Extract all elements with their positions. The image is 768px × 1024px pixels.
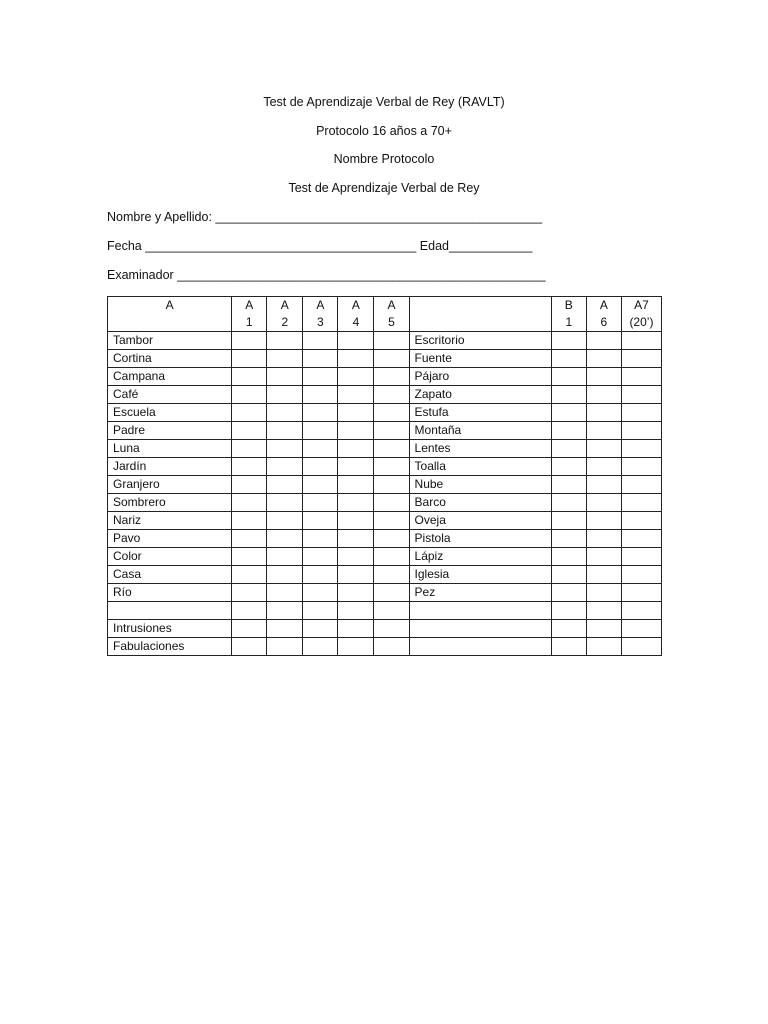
score-cell-a6[interactable] [586, 620, 621, 638]
table-row [108, 638, 662, 656]
list-a-word: Casa [108, 566, 232, 584]
header-trial-a2: A 2 [267, 297, 303, 332]
list-b-word: Fuente [409, 350, 551, 368]
score-cell-a7[interactable] [621, 422, 661, 440]
score-cell-a3[interactable] [303, 422, 338, 440]
header-trial-a3: A 3 [303, 297, 338, 332]
score-cell-a1[interactable] [232, 386, 267, 404]
score-cell-a6[interactable] [586, 440, 621, 458]
list-b-word: Toalla [409, 458, 551, 476]
score-cell-a2[interactable] [267, 584, 303, 602]
table-row [108, 458, 662, 476]
header-list-a: A [108, 297, 232, 332]
score-cell-b1[interactable] [551, 566, 586, 584]
score-cell-a3[interactable] [303, 530, 338, 548]
header-trial-b1: B 1 [551, 297, 586, 332]
document-title: Test de Aprendizaje Verbal de Rey (RAVLT) [263, 95, 505, 109]
score-cell-a1[interactable] [232, 422, 267, 440]
score-cell-b1[interactable] [551, 332, 586, 350]
score-cell-a2[interactable] [267, 530, 303, 548]
score-cell-a3[interactable] [303, 440, 338, 458]
list-a-word: Tambor [108, 332, 232, 350]
score-cell-a6[interactable] [586, 602, 621, 620]
score-cell-b1[interactable] [551, 440, 586, 458]
score-cell-a1[interactable] [232, 332, 267, 350]
score-cell-a2[interactable] [267, 512, 303, 530]
score-cell-a7[interactable] [621, 620, 661, 638]
score-cell-a5[interactable] [374, 404, 409, 422]
score-cell-a3[interactable] [303, 566, 338, 584]
score-cell-b1[interactable] [551, 620, 586, 638]
protocol-subtitle: Protocolo 16 años a 70+ [316, 124, 452, 138]
score-cell-a3[interactable] [303, 458, 338, 476]
score-cell-a2[interactable] [267, 476, 303, 494]
table-row [108, 386, 662, 404]
score-cell-a3[interactable] [303, 620, 338, 638]
score-cell-a5[interactable] [374, 548, 409, 566]
score-cell-a5[interactable] [374, 440, 409, 458]
score-cell-a1[interactable] [232, 620, 267, 638]
score-cell-a2[interactable] [267, 494, 303, 512]
list-a-word [108, 602, 232, 620]
score-cell-a2[interactable] [267, 458, 303, 476]
score-cell-a4[interactable] [338, 638, 374, 656]
table-row [108, 440, 662, 458]
score-cell-a2[interactable] [267, 566, 303, 584]
score-cell-a4[interactable] [338, 440, 374, 458]
list-a-word: Escuela [108, 404, 232, 422]
score-cell-a4[interactable] [338, 512, 374, 530]
score-cell-a6[interactable] [586, 350, 621, 368]
table-row [108, 350, 662, 368]
list-b-word: Barco [409, 494, 551, 512]
table-row [108, 404, 662, 422]
score-cell-a4[interactable] [338, 404, 374, 422]
score-cell-a3[interactable] [303, 332, 338, 350]
score-cell-a4[interactable] [338, 332, 374, 350]
score-cell-a2[interactable] [267, 602, 303, 620]
list-b-word: Nube [409, 476, 551, 494]
score-cell-a7[interactable] [621, 368, 661, 386]
score-cell-a1[interactable] [232, 458, 267, 476]
list-b-word [409, 620, 551, 638]
score-cell-a7[interactable] [621, 602, 661, 620]
score-cell-a3[interactable] [303, 584, 338, 602]
table-row [108, 620, 662, 638]
score-cell-a2[interactable] [267, 386, 303, 404]
score-cell-a2[interactable] [267, 350, 303, 368]
list-b-word: Pistola [409, 530, 551, 548]
score-cell-a3[interactable] [303, 512, 338, 530]
score-cell-b1[interactable] [551, 368, 586, 386]
score-cell-a4[interactable] [338, 350, 374, 368]
list-a-word: Pavo [108, 530, 232, 548]
table-row [108, 584, 662, 602]
score-cell-a2[interactable] [267, 440, 303, 458]
score-cell-a4[interactable] [338, 602, 374, 620]
protocol-name: Nombre Protocolo [333, 152, 435, 166]
header-trial-a7: A7 (20’) [621, 297, 661, 332]
score-cell-a6[interactable] [586, 584, 621, 602]
score-cell-a5[interactable] [374, 512, 409, 530]
list-b-word: Zapato [409, 386, 551, 404]
table-row [108, 332, 662, 350]
score-cell-a7[interactable] [621, 566, 661, 584]
score-cell-a5[interactable] [374, 494, 409, 512]
score-cell-a4[interactable] [338, 620, 374, 638]
score-cell-a1[interactable] [232, 602, 267, 620]
score-cell-b1[interactable] [551, 350, 586, 368]
score-cell-a5[interactable] [374, 350, 409, 368]
test-name: Test de Aprendizaje Verbal de Rey [288, 181, 480, 195]
score-cell-a5[interactable] [374, 566, 409, 584]
score-cell-b1[interactable] [551, 494, 586, 512]
score-cell-b1[interactable] [551, 512, 586, 530]
name-field[interactable]: Nombre y Apellido: _______________________________________________ [107, 210, 543, 224]
scoring-table [107, 296, 662, 656]
header-list-b [409, 297, 551, 332]
score-cell-b1[interactable] [551, 476, 586, 494]
score-cell-a3[interactable] [303, 386, 338, 404]
score-cell-a6[interactable] [586, 404, 621, 422]
list-a-word: Granjero [108, 476, 232, 494]
list-a-word: Intrusiones [108, 620, 232, 638]
list-b-word [409, 602, 551, 620]
score-cell-a6[interactable] [586, 422, 621, 440]
score-cell-a1[interactable] [232, 638, 267, 656]
list-b-word: Escritorio [409, 332, 551, 350]
score-cell-a5[interactable] [374, 422, 409, 440]
score-cell-b1[interactable] [551, 404, 586, 422]
score-cell-a4[interactable] [338, 476, 374, 494]
score-cell-b1[interactable] [551, 638, 586, 656]
list-a-word: Río [108, 584, 232, 602]
list-a-word: Nariz [108, 512, 232, 530]
score-cell-a5[interactable] [374, 368, 409, 386]
table-row [108, 602, 662, 620]
score-cell-b1[interactable] [551, 386, 586, 404]
score-cell-a7[interactable] [621, 638, 661, 656]
score-cell-a3[interactable] [303, 350, 338, 368]
score-cell-a7[interactable] [621, 458, 661, 476]
score-cell-a4[interactable] [338, 548, 374, 566]
list-b-word: Oveja [409, 512, 551, 530]
score-cell-a4[interactable] [338, 368, 374, 386]
score-cell-a4[interactable] [338, 458, 374, 476]
score-cell-a7[interactable] [621, 476, 661, 494]
score-cell-a1[interactable] [232, 350, 267, 368]
list-b-word: Lápiz [409, 548, 551, 566]
score-cell-a1[interactable] [232, 566, 267, 584]
score-cell-a5[interactable] [374, 620, 409, 638]
score-cell-a5[interactable] [374, 476, 409, 494]
score-cell-a5[interactable] [374, 458, 409, 476]
score-cell-a2[interactable] [267, 422, 303, 440]
score-cell-a7[interactable] [621, 332, 661, 350]
score-cell-a2[interactable] [267, 620, 303, 638]
score-cell-a1[interactable] [232, 584, 267, 602]
score-cell-a6[interactable] [586, 368, 621, 386]
score-cell-b1[interactable] [551, 548, 586, 566]
score-cell-a2[interactable] [267, 638, 303, 656]
score-cell-a3[interactable] [303, 548, 338, 566]
score-cell-a1[interactable] [232, 476, 267, 494]
score-cell-b1[interactable] [551, 602, 586, 620]
score-cell-a1[interactable] [232, 404, 267, 422]
list-b-word: Montaña [409, 422, 551, 440]
score-cell-a6[interactable] [586, 458, 621, 476]
score-cell-a5[interactable] [374, 530, 409, 548]
score-cell-a1[interactable] [232, 494, 267, 512]
score-cell-b1[interactable] [551, 530, 586, 548]
score-cell-a4[interactable] [338, 584, 374, 602]
table-row [108, 566, 662, 584]
list-b-word: Iglesia [409, 566, 551, 584]
table-row [108, 476, 662, 494]
score-cell-a1[interactable] [232, 440, 267, 458]
score-cell-a7[interactable] [621, 494, 661, 512]
date-age-field[interactable]: Fecha _______________________________________ Edad____________ [107, 239, 533, 253]
score-cell-a7[interactable] [621, 548, 661, 566]
list-a-word: Campana [108, 368, 232, 386]
score-cell-a3[interactable] [303, 638, 338, 656]
score-cell-a6[interactable] [586, 638, 621, 656]
score-cell-a1[interactable] [232, 368, 267, 386]
score-cell-a7[interactable] [621, 404, 661, 422]
table-row [108, 512, 662, 530]
list-a-word: Sombrero [108, 494, 232, 512]
score-cell-a6[interactable] [586, 548, 621, 566]
table-row [108, 548, 662, 566]
score-cell-a2[interactable] [267, 548, 303, 566]
score-cell-a6[interactable] [586, 386, 621, 404]
score-cell-a4[interactable] [338, 494, 374, 512]
table-row [108, 422, 662, 440]
score-cell-a3[interactable] [303, 368, 338, 386]
score-cell-a5[interactable] [374, 332, 409, 350]
score-cell-a1[interactable] [232, 512, 267, 530]
score-cell-a3[interactable] [303, 404, 338, 422]
score-cell-a1[interactable] [232, 530, 267, 548]
score-cell-a6[interactable] [586, 332, 621, 350]
score-cell-a5[interactable] [374, 584, 409, 602]
header-trial-a1: A 1 [232, 297, 267, 332]
header-trial-a6: A 6 [586, 297, 621, 332]
score-cell-a2[interactable] [267, 404, 303, 422]
list-a-word: Jardín [108, 458, 232, 476]
score-cell-a4[interactable] [338, 386, 374, 404]
table-row [108, 530, 662, 548]
score-cell-a7[interactable] [621, 350, 661, 368]
list-a-word: Luna [108, 440, 232, 458]
score-cell-a6[interactable] [586, 566, 621, 584]
score-cell-a3[interactable] [303, 494, 338, 512]
list-a-word: Fabulaciones [108, 638, 232, 656]
list-a-word: Padre [108, 422, 232, 440]
table-row [108, 494, 662, 512]
score-cell-a6[interactable] [586, 512, 621, 530]
header-trial-a5: A 5 [374, 297, 409, 332]
score-cell-a2[interactable] [267, 332, 303, 350]
score-cell-a2[interactable] [267, 368, 303, 386]
score-cell-b1[interactable] [551, 422, 586, 440]
table-row [108, 368, 662, 386]
score-cell-a6[interactable] [586, 476, 621, 494]
score-cell-a4[interactable] [338, 566, 374, 584]
score-cell-b1[interactable] [551, 584, 586, 602]
score-cell-a3[interactable] [303, 602, 338, 620]
examiner-field[interactable]: Examinador _____________________________________________________ [107, 268, 546, 282]
list-b-word: Pájaro [409, 368, 551, 386]
score-cell-a4[interactable] [338, 530, 374, 548]
score-cell-a3[interactable] [303, 476, 338, 494]
score-cell-a7[interactable] [621, 440, 661, 458]
score-cell-a6[interactable] [586, 530, 621, 548]
list-b-word: Lentes [409, 440, 551, 458]
score-cell-a5[interactable] [374, 638, 409, 656]
score-cell-a7[interactable] [621, 512, 661, 530]
header-trial-a4: A 4 [338, 297, 374, 332]
list-a-word: Color [108, 548, 232, 566]
list-b-word [409, 638, 551, 656]
score-cell-a7[interactable] [621, 386, 661, 404]
score-cell-a7[interactable] [621, 530, 661, 548]
list-a-word: Café [108, 386, 232, 404]
score-cell-a5[interactable] [374, 602, 409, 620]
table-header-row [108, 297, 662, 332]
score-cell-b1[interactable] [551, 458, 586, 476]
score-cell-a6[interactable] [586, 494, 621, 512]
list-a-word: Cortina [108, 350, 232, 368]
score-cell-a7[interactable] [621, 584, 661, 602]
list-b-word: Pez [409, 584, 551, 602]
list-b-word: Estufa [409, 404, 551, 422]
score-cell-a1[interactable] [232, 548, 267, 566]
score-cell-a4[interactable] [338, 422, 374, 440]
score-cell-a5[interactable] [374, 386, 409, 404]
